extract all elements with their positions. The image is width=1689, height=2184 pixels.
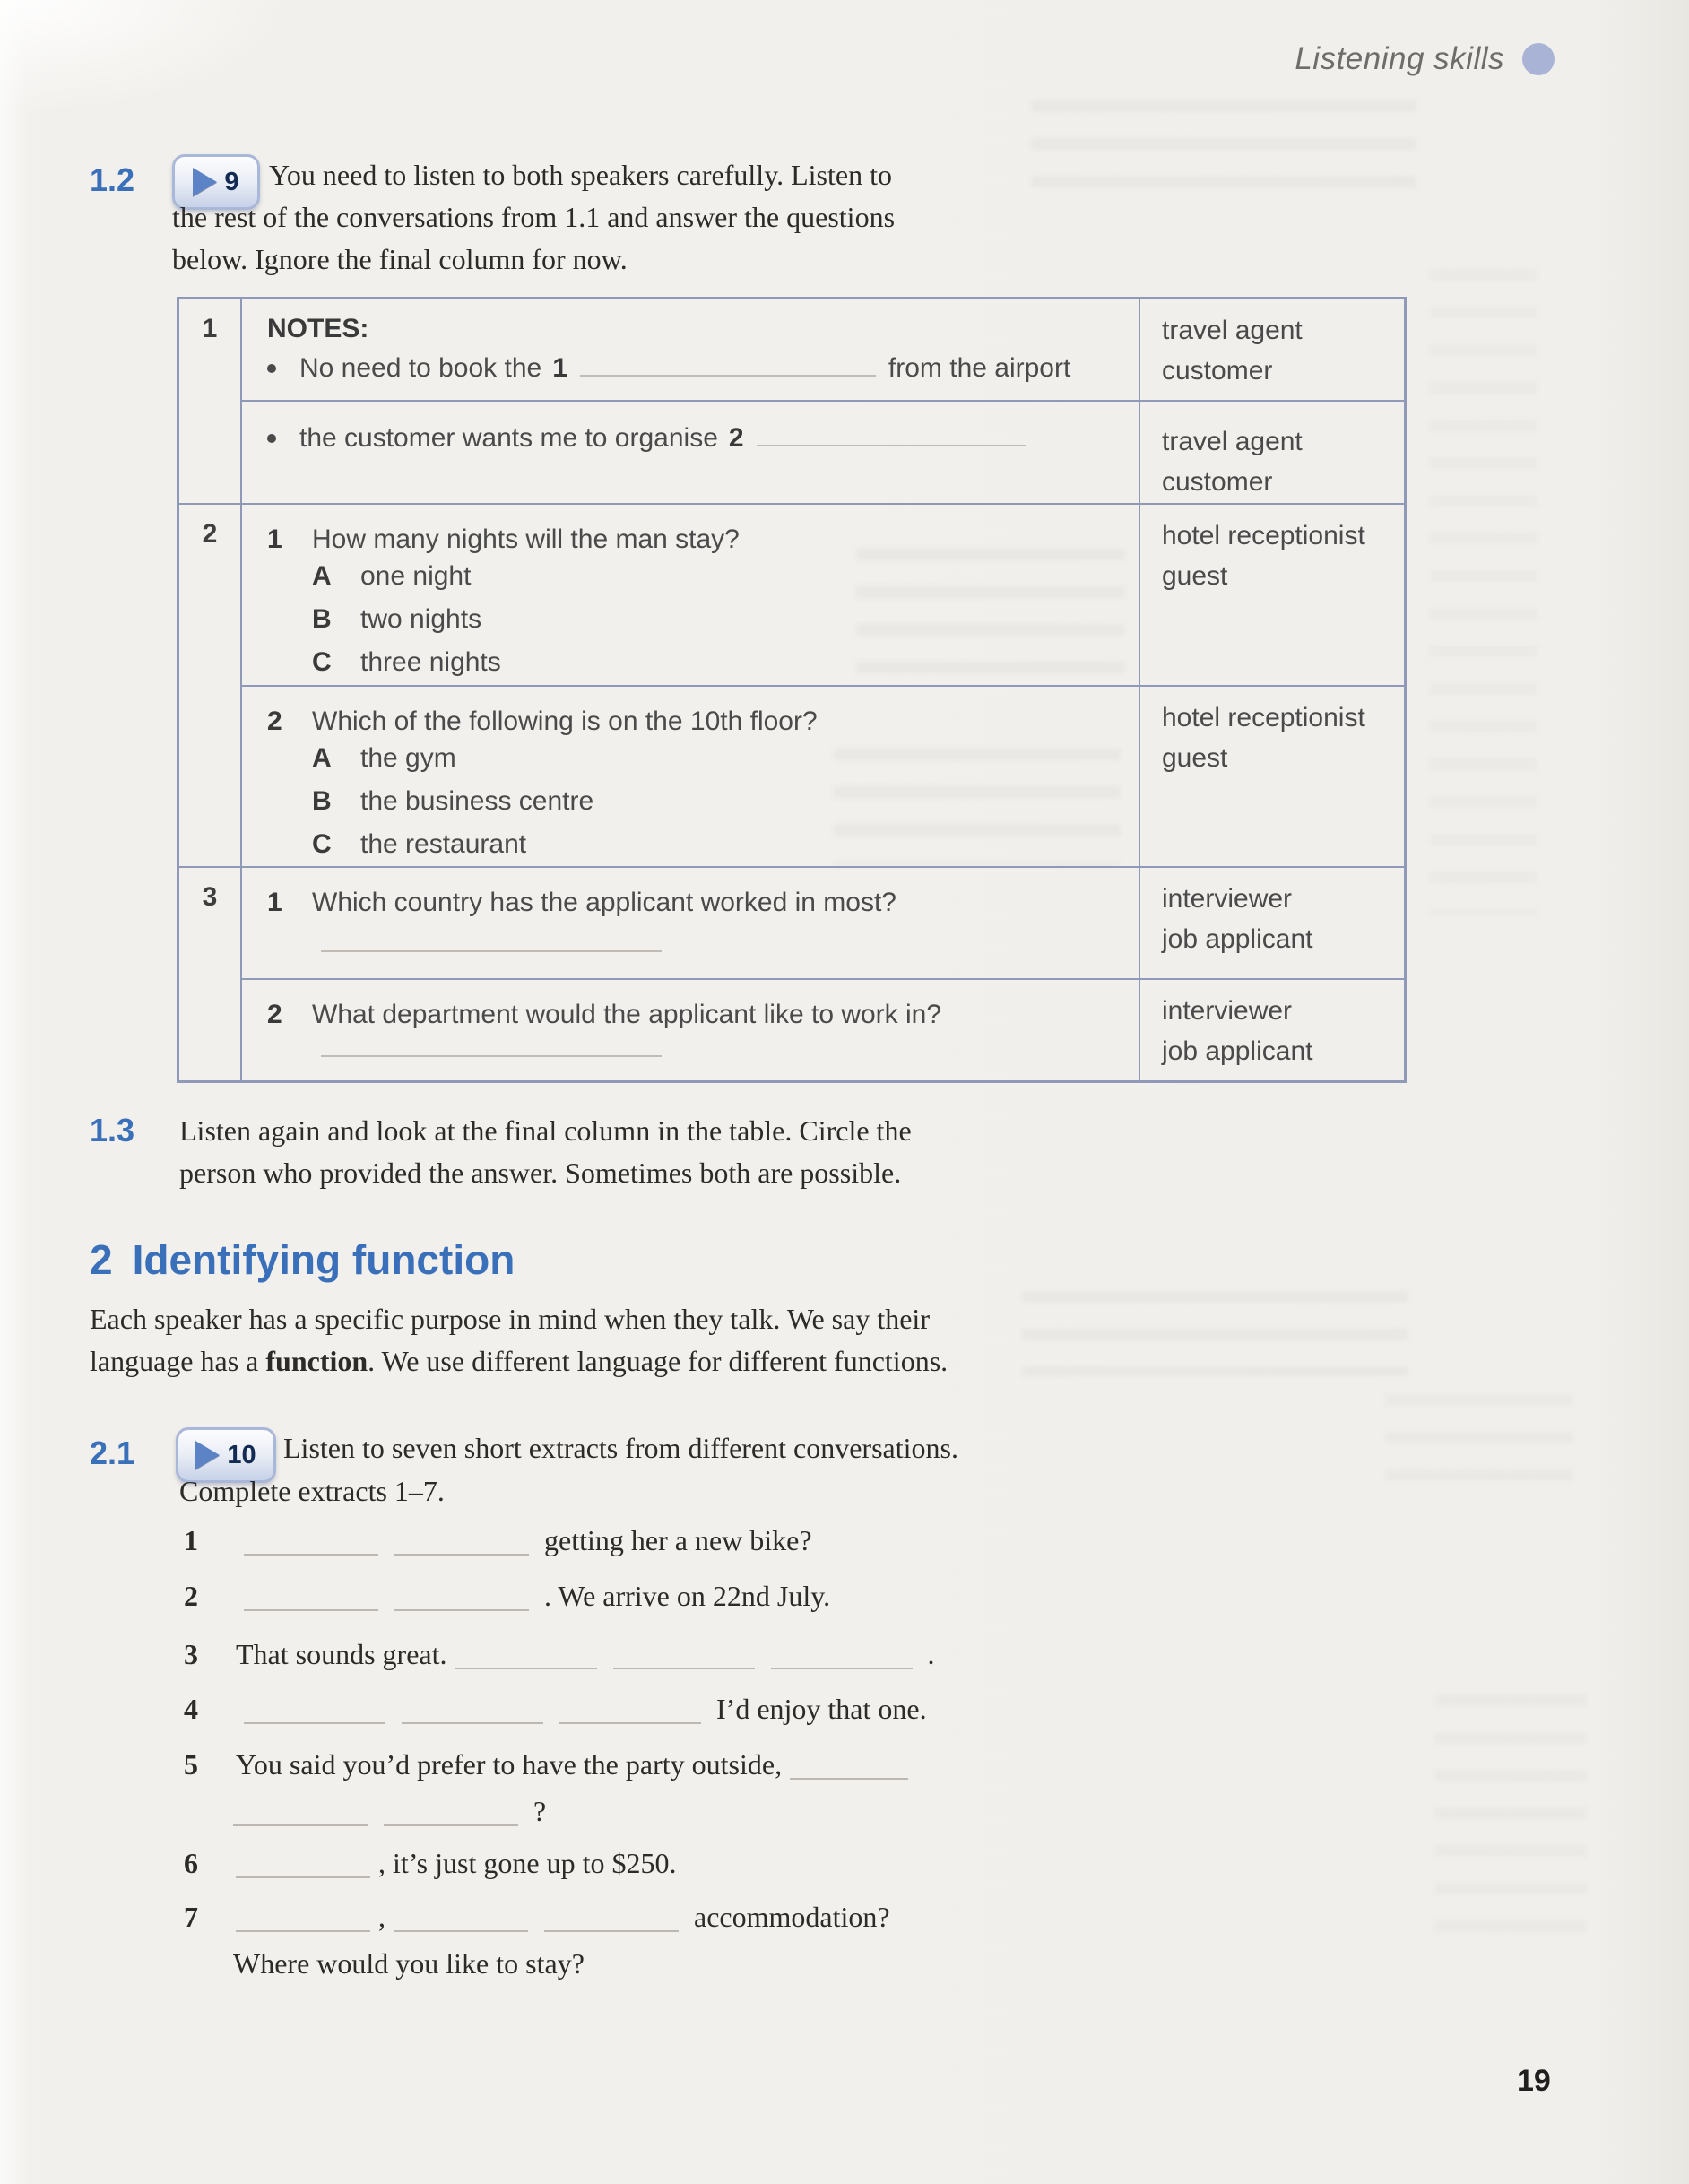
option-text: the business centre: [360, 786, 594, 816]
option-text: the gym: [360, 743, 456, 773]
extract-number: 4: [184, 1693, 198, 1725]
question-text: Which country has the applicant worked in most?: [312, 888, 896, 917]
question-cell: [242, 980, 1139, 1080]
extract-item: [184, 1901, 890, 1934]
instruction-line: person who provided the answer. Sometimes both are possible.: [179, 1157, 902, 1189]
track-number: 10: [227, 1440, 256, 1469]
question-line: [267, 699, 1121, 737]
extract-text: accommodation?: [694, 1901, 890, 1933]
question-cell: [242, 868, 1139, 980]
extract-item-continuation: [233, 1795, 546, 1828]
answer-blank: [455, 1668, 597, 1669]
mc-option: [312, 780, 1121, 823]
option-text: the restaurant: [360, 829, 527, 859]
answer-blank: [321, 950, 662, 952]
notes-heading: NOTES:: [267, 314, 369, 343]
note-bullet-line: [267, 353, 1121, 384]
page-number: 19: [1517, 2064, 1551, 2098]
question-text: What department would the applicant like to work in?: [312, 1000, 942, 1029]
note-text: from the airport: [888, 353, 1071, 383]
speaker-cell: [1139, 505, 1404, 687]
speaker-option: interviewer: [1162, 996, 1293, 1026]
extract-text: You said you’d prefer to have the party outside,: [236, 1748, 783, 1781]
extract-text: getting her a new bike?: [544, 1524, 812, 1556]
question-text: Which of the following is on the 10th floor?: [312, 706, 818, 736]
question-number: 2: [267, 1000, 282, 1029]
answer-blank: [384, 1824, 518, 1826]
section-label-2-1: 2.1: [90, 1434, 135, 1471]
mc-option: [312, 598, 1121, 641]
extract-number: 6: [184, 1847, 198, 1879]
question-line: [267, 992, 1121, 1030]
notes-cell: [242, 402, 1139, 503]
option-letter: C: [312, 829, 332, 859]
speaker-option: guest: [1162, 743, 1228, 773]
row-number: 3: [179, 868, 242, 1080]
answer-blank: [236, 1876, 370, 1878]
speaker-option: hotel receptionist: [1162, 703, 1365, 732]
section-label-1-3: 1.3: [90, 1112, 135, 1148]
note-text: the customer wants me to organise: [299, 423, 718, 453]
question-cell: [242, 505, 1139, 687]
answer-blank: [559, 1722, 701, 1724]
mc-option: [312, 555, 1121, 598]
speaker-cell: [1139, 402, 1404, 503]
extract-text: .: [927, 1638, 935, 1670]
instruction-line: below. Ignore the final column for now.: [172, 243, 628, 275]
section-heading-number: 2: [90, 1236, 113, 1283]
track-number: 9: [224, 167, 239, 196]
extract-text: I’d enjoy that one.: [716, 1693, 927, 1725]
answer-blank: [244, 1722, 385, 1724]
bleed-through-artifact: [1022, 1291, 1408, 1376]
notes-cell: [242, 299, 1139, 402]
speaker-option: hotel receptionist: [1162, 521, 1365, 550]
answer-blank: [580, 375, 876, 377]
speaker-option: customer: [1162, 467, 1273, 497]
section-label-1-2: 1.2: [90, 161, 135, 198]
instruction-line: Listen again and look at the final column in the table. Circle the: [179, 1114, 912, 1147]
question-number: 1: [267, 888, 282, 917]
extract-text: . We arrive on 22nd July.: [544, 1580, 831, 1612]
speaker-cell: [1139, 868, 1404, 980]
listening-questions-table: [177, 297, 1407, 1083]
answer-blank: [757, 445, 1026, 446]
bleed-through-artifact: [1434, 1694, 1587, 1937]
instruction-line: Listen to seven short extracts from different conversations.: [283, 1432, 958, 1464]
extract-item: [184, 1748, 916, 1781]
extract-item: [184, 1693, 927, 1726]
extract-text: That sounds great.: [236, 1638, 447, 1670]
option-letter: B: [312, 786, 332, 816]
section-dot-icon: [1522, 43, 1555, 75]
extract-number: 5: [184, 1748, 198, 1781]
instruction-line: the rest of the conversations from 1.1 and answer the questions: [172, 201, 896, 233]
extract-number: 2: [184, 1580, 198, 1612]
question-text: How many nights will the man stay?: [312, 524, 740, 554]
row-number: 1: [179, 299, 242, 503]
row-number: 2: [179, 505, 242, 866]
question-line: [267, 517, 1121, 555]
extract-item: [184, 1638, 935, 1671]
answer-blank: [771, 1668, 913, 1669]
instruction-line: Complete extracts 1–7.: [179, 1475, 445, 1507]
speaker-option: interviewer: [1162, 884, 1293, 914]
extract-text: ,: [378, 1901, 385, 1933]
bleed-through-artifact: [1031, 100, 1416, 190]
extract-item: [184, 1580, 830, 1613]
bleed-through-artifact: [1430, 269, 1537, 914]
play-icon: [193, 168, 217, 196]
answer-blank: [244, 1609, 378, 1611]
option-text: two nights: [360, 604, 482, 634]
speaker-option: guest: [1162, 561, 1228, 591]
page-title: Listening skills: [1295, 41, 1504, 76]
speaker-cell: [1139, 687, 1404, 866]
extract-item: [184, 1524, 812, 1557]
table-row: [179, 866, 1404, 1080]
play-icon: [195, 1441, 220, 1469]
note-text: No need to book the: [299, 353, 542, 383]
answer-blank: [394, 1609, 529, 1611]
note-bullet-line: [267, 423, 1121, 454]
question-number: 1: [267, 524, 282, 554]
extract-item-continuation: [233, 1947, 585, 1980]
option-text: three nights: [360, 647, 501, 677]
speaker-cell: [1139, 980, 1404, 1080]
body-paragraph-line: Each speaker has a specific purpose in mind when they talk. We say their: [90, 1303, 930, 1335]
answer-blank: [790, 1778, 908, 1780]
speaker-option: customer: [1162, 356, 1273, 386]
question-cell: [242, 687, 1139, 866]
question-number: 2: [267, 706, 282, 736]
answer-blank: [394, 1554, 529, 1556]
answer-blank: [394, 1930, 528, 1932]
answer-blank: [613, 1668, 755, 1669]
answer-blank: [236, 1930, 370, 1932]
speaker-option: job applicant: [1162, 1036, 1313, 1066]
extract-text: , it’s just gone up to $250.: [378, 1847, 677, 1879]
answer-blank: [544, 1930, 679, 1932]
speaker-option: travel agent: [1162, 316, 1303, 345]
answer-blank: [244, 1554, 378, 1556]
bullet-icon: [267, 434, 276, 443]
answer-blank: [233, 1824, 368, 1826]
option-text: one night: [360, 561, 472, 591]
extract-number: 7: [184, 1901, 198, 1933]
extract-number: 3: [184, 1638, 198, 1670]
table-row: [179, 503, 1404, 866]
mc-option: [312, 823, 1121, 866]
speaker-cell: [1139, 299, 1404, 402]
answer-blank: [402, 1722, 543, 1724]
question-line: [267, 880, 1121, 918]
answer-blank: [321, 1055, 662, 1057]
option-letter: B: [312, 604, 332, 634]
extract-item: [184, 1847, 676, 1880]
speaker-option: job applicant: [1162, 924, 1313, 954]
section-heading: [90, 1235, 515, 1284]
body-paragraph-line: [90, 1340, 948, 1382]
option-letter: C: [312, 647, 332, 677]
bullet-icon: [267, 364, 276, 373]
page-header: [1295, 41, 1555, 77]
bold-term: function: [265, 1345, 368, 1377]
bleed-through-artifact: [1385, 1394, 1573, 1493]
extract-text: ?: [533, 1795, 547, 1827]
section-heading-title: Identifying function: [132, 1236, 515, 1283]
extract-text: Where would you like to stay?: [233, 1947, 585, 1980]
gap-number: 2: [728, 423, 744, 453]
mc-option: [312, 737, 1121, 780]
table-row: [179, 299, 1404, 503]
option-letter: A: [312, 561, 332, 591]
mc-option: [312, 641, 1121, 684]
speaker-option: travel agent: [1162, 427, 1303, 456]
instruction-line: You need to listen to both speakers carefully. Listen to: [269, 159, 892, 191]
extract-number: 1: [184, 1524, 198, 1556]
gap-number: 1: [552, 353, 567, 383]
paragraph-text: . We use different language for different functions.: [368, 1345, 948, 1377]
paragraph-text: language has a: [90, 1345, 266, 1377]
option-letter: A: [312, 743, 332, 773]
